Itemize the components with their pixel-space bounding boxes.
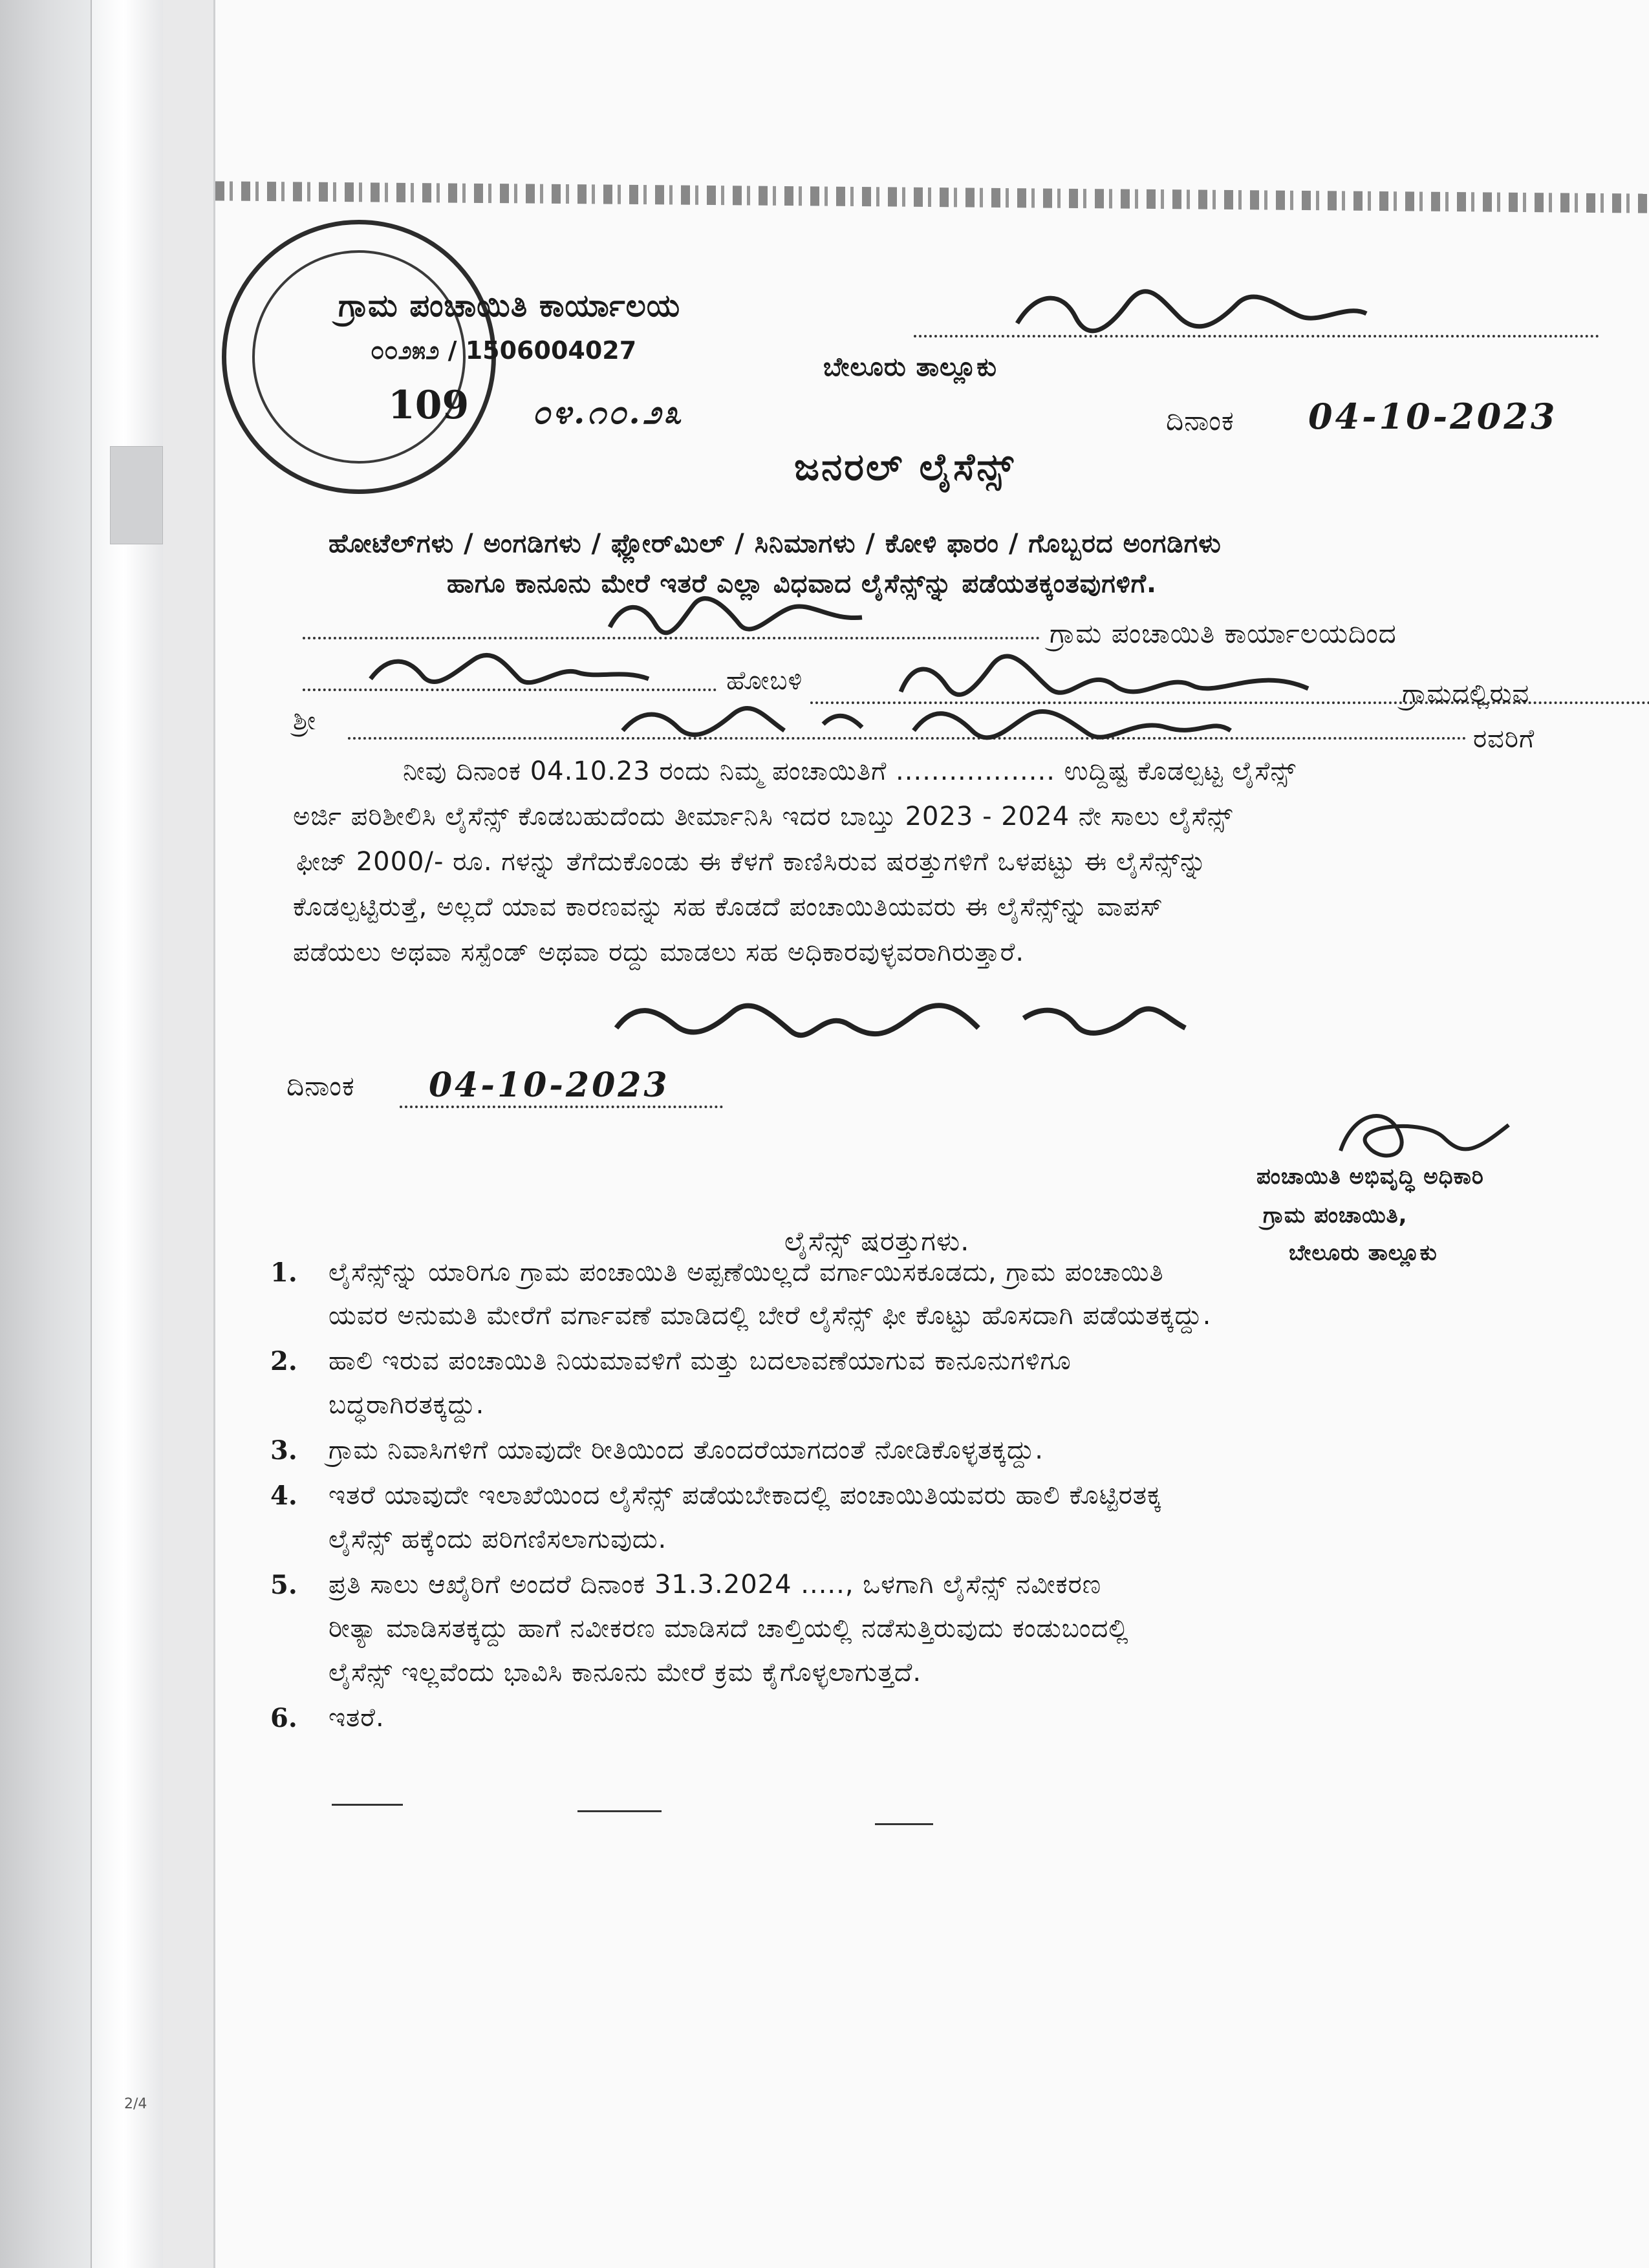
condition-1-line-2: ಯವರ ಅನುಮತಿ ಮೇರೆಗೆ ವರ್ಗಾವಣೆ ಮಾಡಿದಲ್ಲಿ ಬೇರೆ ಲೈಸೆನ್ಸ್ ಫೀ ಕೊಟ್ಟು ಹೊಸದಾಗಿ ಪಡೆಯತಕ್ಕದ್ದು.: [329, 1301, 1212, 1331]
footer-date-value: 04-10-2023: [429, 1065, 670, 1105]
page-title: ಜನರಲ್ ಲೈಸೆನ್ಸ್: [794, 445, 1015, 489]
condition-4-number: 4.: [270, 1481, 297, 1511]
seal-number: 109: [388, 383, 469, 428]
footer-date-dotted: [400, 1106, 723, 1108]
handwritten-hobli-name: [364, 640, 655, 692]
body-line-3: ಫೀಜ್ 2000/- ರೂ. ಗಳನ್ನು ತೆಗೆದುಕೊಂಡು ಈ ಕೆಳಗೆ ಕಾಣಿಸಿರುವ ಷರತ್ತುಗಳಿಗೆ ಒಳಪಟ್ಟು ಈ ಲೈಸೆನ್ಸ್‌ನ್ನು: [296, 847, 1207, 877]
handwritten-panchayat: [603, 582, 875, 640]
bottom-rule-2: [577, 1810, 662, 1812]
condition-5-line-1: ಪ್ರತಿ ಸಾಲು ಆಖೈರಿಗೆ ಅಂದರೆ ದಿನಾಂಕ 31.3.2024 ....., ಒಳಗಾಗಿ ಲೈಸೆನ್ಸ್ ನವೀಕರಣ: [329, 1570, 1102, 1599]
bottom-rule-1: [332, 1804, 403, 1806]
signatory-taluk: ಬೇಲೂರು ತಾಲ್ಲೂಕು: [1289, 1240, 1438, 1266]
page-number: 2/4: [124, 2096, 147, 2112]
bottom-rule-3: [875, 1823, 933, 1825]
condition-6-line-1: ಇತರೆ.: [329, 1703, 385, 1733]
condition-2-number: 2.: [270, 1346, 297, 1376]
condition-3-number: 3.: [270, 1435, 297, 1466]
body-line-4: ಕೊಡಲ್ಪಟ್ಟಿರುತ್ತೆ, ಅಲ್ಲದೆ ಯಾವ ಕಾರಣವನ್ನು ಸಹ ಕೊಡದೆ ಪಂಚಾಯಿತಿಯವರು ಈ ಲೈಸೆನ್ಸ್‌ನ್ನು ವಾಪಸ್: [293, 892, 1163, 922]
hobli-label: ಹೋಬಳಿ: [726, 666, 803, 696]
body-line-2: ಅರ್ಜಿ ಪರಿಶೀಲಿಸಿ ಲೈಸೆನ್ಸ್ ಕೊಡಬಹುದೆಂದು ತೀರ್ಮಾನಿಸಿ ಇದರ ಬಾಬ್ತು 2023 - 2024 ನೇ ಸಾಲು ಲೈಸೆನ್ಸ್: [293, 802, 1233, 831]
conditions-title: ಲೈಸೆನ್ಸ್ ಷರತ್ತುಗಳು.: [784, 1225, 970, 1257]
shri-label: ಶ್ರೀ: [293, 706, 317, 736]
signatory-office: ಗ್ರಾಮ ಪಂಚಾಯಿತಿ,: [1263, 1203, 1408, 1228]
condition-6-number: 6.: [270, 1703, 297, 1733]
body-line-5: ಪಡೆಯಲು ಅಥವಾ ಸಸ್ಪೆಂಡ್ ಅಥವಾ ರದ್ದು ಮಾಡಲು ಸಹ ಅಧಿಕಾರವುಳ್ಳವರಾಗಿರುತ್ತಾರೆ.: [293, 937, 1025, 967]
condition-4-line-1: ಇತರೆ ಯಾವುದೇ ಇಲಾಖೆಯಿಂದ ಲೈಸೆನ್ಸ್ ಪಡೆಯಬೇಕಾದಲ್ಲಿ ಪಂಚಾಯಿತಿಯವರು ಹಾಲಿ ಕೊಟ್ಟಿರತಕ್ಕ: [329, 1481, 1162, 1510]
condition-5-line-2: ರೀತ್ಯಾ ಮಾಡಿಸತಕ್ಕದ್ದು ಹಾಗೆ ನವೀಕರಣ ಮಾಡಿಸದೆ ಚಾಲ್ತಿಯಲ್ಲಿ ನಡೆಸುತ್ತಿರುವುದು ಕಂಡುಬಂದಲ್ಲಿ: [329, 1614, 1129, 1643]
condition-2-line-2: ಬದ್ಧರಾಗಿರತಕ್ಕದ್ದು.: [329, 1390, 485, 1420]
reference-number: ೦೦೨೫೨ / 1506004027: [371, 336, 637, 365]
condition-1-number: 1.: [270, 1257, 297, 1288]
page-fold: [91, 0, 163, 2268]
binder-tab: [110, 446, 163, 544]
condition-3-line-1: ಗ್ರಾಮ ನಿವಾಸಿಗಳಿಗೆ ಯಾವುದೇ ರೀತಿಯಿಂದ ತೊಂದರೆಯಾಗದಂತೆ ನೋಡಿಕೊಳ್ಳತಕ್ಕದ್ದು.: [329, 1435, 1044, 1465]
condition-5-number: 5.: [270, 1570, 297, 1600]
village-suffix: ಗ್ರಾಮದಲ್ಲಿರುವ: [1402, 679, 1530, 709]
license-categories: ಹೋಟೆಲ್‌ಗಳು / ಅಂಗಡಿಗಳು / ಫ್ಲೋರ್‌ಮಿಲ್ / ಸಿನಿಮಾಗಳು / ಕೋಳಿ ಫಾರಂ / ಗೊಬ್ಬರದ ಅಂಗಡಿಗಳು: [329, 529, 1222, 559]
signatory-title: ಪಂಚಾಯಿತಿ ಅಭಿವೃದ್ಧಿ ಅಧಿಕಾರಿ: [1256, 1164, 1484, 1190]
handwritten-office-name: [1011, 278, 1373, 336]
condition-2-line-1: ಹಾಲಿ ಇರುವ ಪಂಚಾಯಿತಿ ನಿಯಮಾವಳಿಗೆ ಮತ್ತು ಬದಲಾವಣೆಯಾಗುವ ಕಾನೂನುಗಳಿಗೂ: [329, 1346, 1072, 1376]
license-scope: ಹಾಗೂ ಕಾನೂನು ಮೇರೆ ಇತರೆ ಎಲ್ಲಾ ವಿಧವಾದ ಲೈಸೆನ್ಸ್‌ನ್ನು ಪಡೆಯತಕ್ಕಂತವುಗಳಿಗೆ.: [447, 569, 1158, 599]
seal-date: ೦೪.೧೦.೨೩: [532, 393, 684, 431]
date-value: 04-10-2023: [1308, 396, 1558, 437]
ravarige-label: ರವರಿಗೆ: [1473, 724, 1535, 754]
panchayat-office-suffix: ಗ್ರಾಮ ಪಂಚಾಯಿತಿ ಕಾರ್ಯಾಲಯದಿಂದ: [1050, 617, 1397, 649]
condition-4-line-2: ಲೈಸೆನ್ಸ್ ಹಕ್ಕೆಂದು ಪರಿಗಣಿಸಲಾಗುವುದು.: [329, 1524, 667, 1554]
handwritten-business-type: [610, 989, 1192, 1054]
handwritten-licensee-name: [616, 692, 1237, 750]
condition-1-line-1: ಲೈಸೆನ್ಸ್‌ನ್ನು ಯಾರಿಗೂ ಗ್ರಾಮ ಪಂಚಾಯಿತಿ ಅಪ್ಪಣೆಯಿಲ್ಲದೆ ವರ್ಗಾಯಿಸಕೂಡದು, ಗ್ರಾಮ ಪಂಚಾಯಿತಿ: [329, 1257, 1164, 1287]
date-label: ದಿನಾಂಕ: [1166, 405, 1234, 436]
binder-strip: [0, 0, 162, 2268]
condition-5-line-3: ಲೈಸೆನ್ಸ್ ಇಲ್ಲವೆಂದು ಭಾವಿಸಿ ಕಾನೂನು ಮೇರೆ ಕ್ರಮ ಕೈಗೊಳ್ಳಲಾಗುತ್ತದೆ.: [329, 1658, 922, 1687]
footer-date-label: ದಿನಾಂಕ: [286, 1070, 355, 1102]
office-line: ಗ್ರಾಮ ಪಂಚಾಯಿತಿ ಕಾರ್ಯಾಲಯ: [338, 288, 681, 324]
license-document: [213, 0, 1649, 2268]
body-line-1: ನೀವು ದಿನಾಂಕ 04.10.23 ರಂದು ನಿಮ್ಮ ಪಂಚಾಯಿತಿಗೆ .................. ಉದ್ದಿಷ್ಟ ಕೊಡಲ್ಪಟ್ಟ ಲೈಸೆನ್ಸ್: [403, 756, 1297, 786]
taluk-name: ಬೇಲೂರು ತಾಲ್ಲೂಕು: [823, 352, 997, 382]
